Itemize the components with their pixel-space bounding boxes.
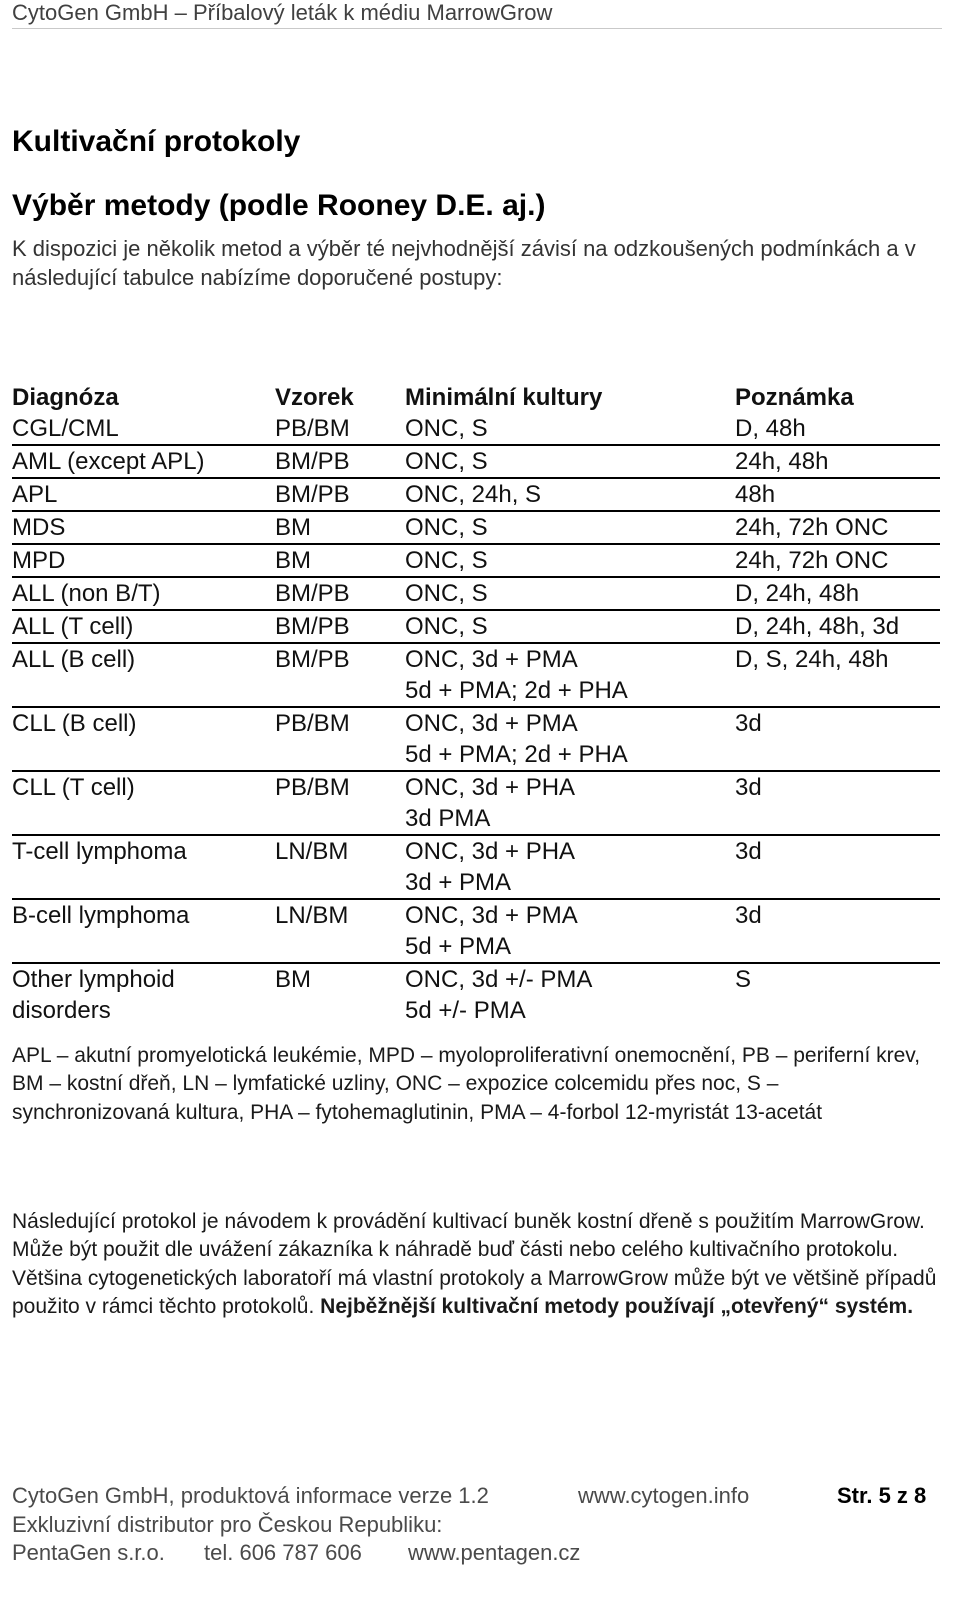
cell-diagnosis-line: ALL (T cell) bbox=[12, 613, 134, 640]
cell-cultures bbox=[405, 611, 488, 642]
table-row bbox=[12, 772, 940, 836]
cell-diagnosis-line: disorders bbox=[12, 997, 111, 1024]
cell-diagnosis bbox=[12, 964, 175, 1026]
footer-line-2 bbox=[12, 1511, 940, 1540]
cell-cultures-line: 5d + PMA; 2d + PHA bbox=[405, 741, 628, 768]
cell-cultures bbox=[405, 644, 628, 706]
cell-diagnosis bbox=[12, 545, 65, 576]
table-row bbox=[12, 446, 940, 479]
cell-diagnosis bbox=[12, 512, 65, 543]
column-header-cultures: Minimální kultury bbox=[405, 384, 603, 411]
protocol-bold-text: Nejběžnější kultivační metody používají „otevřený“ systém. bbox=[320, 1294, 914, 1318]
cell-diagnosis-line: MDS bbox=[12, 514, 66, 541]
cell-cultures bbox=[405, 964, 592, 1026]
cell-diagnosis bbox=[12, 479, 57, 510]
cell-diagnosis-line: APL bbox=[12, 481, 58, 508]
page-header bbox=[12, 0, 942, 29]
table-row bbox=[12, 644, 940, 708]
cell-note: 24h, 72h ONC bbox=[735, 547, 889, 574]
page-footer bbox=[12, 1482, 940, 1568]
footer-line-1 bbox=[12, 1482, 940, 1511]
protocol-paragraph bbox=[12, 1208, 937, 1321]
cell-cultures bbox=[405, 413, 488, 444]
intro-paragraph: K dispozici je několik metod a výběr té nejvhodnější závisí na odzkoušených podmínkách a v následující tabulce nabízíme doporučené postupy: bbox=[12, 236, 916, 290]
cell-cultures bbox=[405, 772, 575, 834]
footer-line-3 bbox=[12, 1539, 940, 1568]
cell-cultures-line: 5d + PMA bbox=[405, 933, 512, 960]
table-row bbox=[12, 836, 940, 900]
cell-cultures-line: 5d + PMA; 2d + PHA bbox=[405, 677, 628, 704]
cell-cultures bbox=[405, 446, 488, 477]
cell-cultures-line: ONC, S bbox=[405, 415, 488, 442]
cell-note: 3d bbox=[735, 774, 762, 801]
cell-cultures-line: ONC, 3d + PMA bbox=[405, 710, 578, 737]
footer-partner: PentaGen s.r.o. bbox=[12, 1540, 165, 1565]
cell-cultures-line: ONC, 3d + PHA bbox=[405, 774, 576, 801]
cell-cultures-line: ONC, S bbox=[405, 547, 488, 574]
cell-note: D, 24h, 48h, 3d bbox=[735, 613, 900, 640]
protocol-text: Následující protokol je návodem k provádění kultivací buněk kostní dřeně s použitím MarrowGrow. Může být použit dle uvážení zákazníka k náhradě buď části nebo celého kultivačního protokolu. Většina cytogenetických laboratoří má vlastní protokoly a MarrowGrow může být ve většině případů použito v rámci těchto protokolů. bbox=[12, 1210, 937, 1318]
table-row bbox=[12, 479, 940, 512]
cell-diagnosis bbox=[12, 611, 133, 642]
cell-diagnosis bbox=[12, 578, 161, 609]
cell-sample: BM bbox=[275, 547, 311, 574]
cell-cultures-line: 3d + PMA bbox=[405, 869, 512, 896]
section-heading-rest: (podle Rooney D.E. aj.) bbox=[210, 189, 546, 222]
cell-cultures bbox=[405, 836, 575, 898]
cell-note: 3d bbox=[735, 710, 762, 737]
cell-cultures-line: 3d PMA bbox=[405, 805, 491, 832]
cell-cultures bbox=[405, 708, 628, 770]
cell-cultures-line: ONC, S bbox=[405, 514, 488, 541]
cell-note: 48h bbox=[735, 481, 776, 508]
cell-sample: BM/PB bbox=[275, 646, 350, 673]
cell-cultures-line: ONC, 3d + PMA bbox=[405, 646, 578, 673]
cell-cultures bbox=[405, 900, 578, 962]
cell-cultures-line: ONC, 3d +/- PMA bbox=[405, 966, 593, 993]
cell-diagnosis bbox=[12, 708, 136, 739]
cell-sample: LN/BM bbox=[275, 838, 349, 865]
cell-cultures-line: ONC, 24h, S bbox=[405, 481, 542, 508]
column-header-diagnosis: Diagnóza bbox=[12, 384, 119, 411]
cell-diagnosis-line: AML (except APL) bbox=[12, 448, 205, 475]
cell-diagnosis-line: B-cell lymphoma bbox=[12, 902, 190, 929]
cell-diagnosis-line: CLL (B cell) bbox=[12, 710, 137, 737]
cell-diagnosis bbox=[12, 413, 119, 444]
column-header-sample: Vzorek bbox=[275, 384, 354, 411]
column-header-note: Poznámka bbox=[735, 384, 854, 411]
section-heading bbox=[12, 188, 545, 224]
cell-note: S bbox=[735, 966, 752, 993]
cell-sample: LN/BM bbox=[275, 902, 349, 929]
cell-note: D, S, 24h, 48h bbox=[735, 646, 889, 673]
cell-sample: PB/BM bbox=[275, 774, 350, 801]
cell-cultures-line: ONC, 3d + PHA bbox=[405, 838, 576, 865]
cell-note: 24h, 72h ONC bbox=[735, 514, 889, 541]
table-row bbox=[12, 578, 940, 611]
cell-note: D, 24h, 48h bbox=[735, 580, 860, 607]
section-heading-bold: Výběr metody bbox=[12, 189, 211, 222]
table-row bbox=[12, 545, 940, 578]
cell-diagnosis bbox=[12, 900, 189, 931]
abbreviations-legend: APL – akutní promyelotická leukémie, MPD – myoloproliferativní onemocnění, PB – periferní krev, BM – kostní dřeň, LN – lymfatické uzliny, ONC – expozice colcemidu přes noc, S – synchronizovaná kultura, PHA – fytohemaglutinin, PMA – 4-forbol 12-myristát 13-acetát bbox=[12, 1044, 921, 1124]
header-text: CytoGen GmbH – Příbalový leták k médiu MarrowGrow bbox=[12, 0, 553, 25]
cell-cultures bbox=[405, 479, 541, 510]
footer-partner-website-link[interactable]: www.pentagen.cz bbox=[408, 1540, 581, 1565]
page-number: Str. 5 z 8 bbox=[837, 1483, 927, 1508]
cell-diagnosis bbox=[12, 446, 205, 477]
table-row bbox=[12, 512, 940, 545]
cell-cultures-line: 5d +/- PMA bbox=[405, 997, 526, 1024]
footer-distributor: Exkluzivní distributor pro Českou Republiku: bbox=[12, 1511, 443, 1537]
cell-diagnosis bbox=[12, 772, 135, 803]
cell-cultures bbox=[405, 578, 488, 609]
cell-diagnosis-line: ALL (B cell) bbox=[12, 646, 136, 673]
cell-diagnosis bbox=[12, 644, 135, 675]
cell-cultures bbox=[405, 545, 488, 576]
cell-diagnosis-line: MPD bbox=[12, 547, 66, 574]
cell-note: 3d bbox=[735, 838, 762, 865]
table-header-row bbox=[12, 382, 940, 413]
cell-sample: BM/PB bbox=[275, 613, 350, 640]
page-title: Kultivační protokoly bbox=[12, 125, 301, 158]
cell-note: D, 48h bbox=[735, 415, 806, 442]
table-row bbox=[12, 708, 940, 772]
cell-diagnosis bbox=[12, 836, 187, 867]
cell-diagnosis-line: CLL (T cell) bbox=[12, 774, 135, 801]
cell-sample: PB/BM bbox=[275, 710, 350, 737]
cell-sample: BM/PB bbox=[275, 448, 350, 475]
cell-diagnosis-line: Other lymphoid bbox=[12, 966, 175, 993]
cell-note: 24h, 48h bbox=[735, 448, 829, 475]
cell-note: 3d bbox=[735, 902, 762, 929]
cell-diagnosis-line: T-cell lymphoma bbox=[12, 838, 187, 865]
cell-diagnosis-line: CGL/CML bbox=[12, 415, 119, 442]
cell-sample: BM bbox=[275, 966, 311, 993]
cell-cultures bbox=[405, 512, 488, 543]
table-row bbox=[12, 611, 940, 644]
table-row bbox=[12, 413, 940, 446]
cell-sample: BM/PB bbox=[275, 481, 350, 508]
cell-sample: PB/BM bbox=[275, 415, 350, 442]
table-row bbox=[12, 900, 940, 964]
cell-cultures-line: ONC, S bbox=[405, 580, 488, 607]
cell-cultures-line: ONC, 3d + PMA bbox=[405, 902, 578, 929]
cell-cultures-line: ONC, S bbox=[405, 613, 488, 640]
methods-table bbox=[12, 382, 940, 1026]
table-body bbox=[12, 413, 940, 1026]
cell-sample: BM bbox=[275, 514, 311, 541]
cell-sample: BM/PB bbox=[275, 580, 350, 607]
footer-website-link[interactable]: www.cytogen.info bbox=[578, 1483, 750, 1508]
cell-diagnosis-line: ALL (non B/T) bbox=[12, 580, 161, 607]
footer-company: CytoGen GmbH, produktová informace verze 1.2 bbox=[12, 1483, 489, 1508]
cell-cultures-line: ONC, S bbox=[405, 448, 488, 475]
table-row bbox=[12, 964, 940, 1026]
footer-phone: tel. 606 787 606 bbox=[204, 1540, 362, 1565]
